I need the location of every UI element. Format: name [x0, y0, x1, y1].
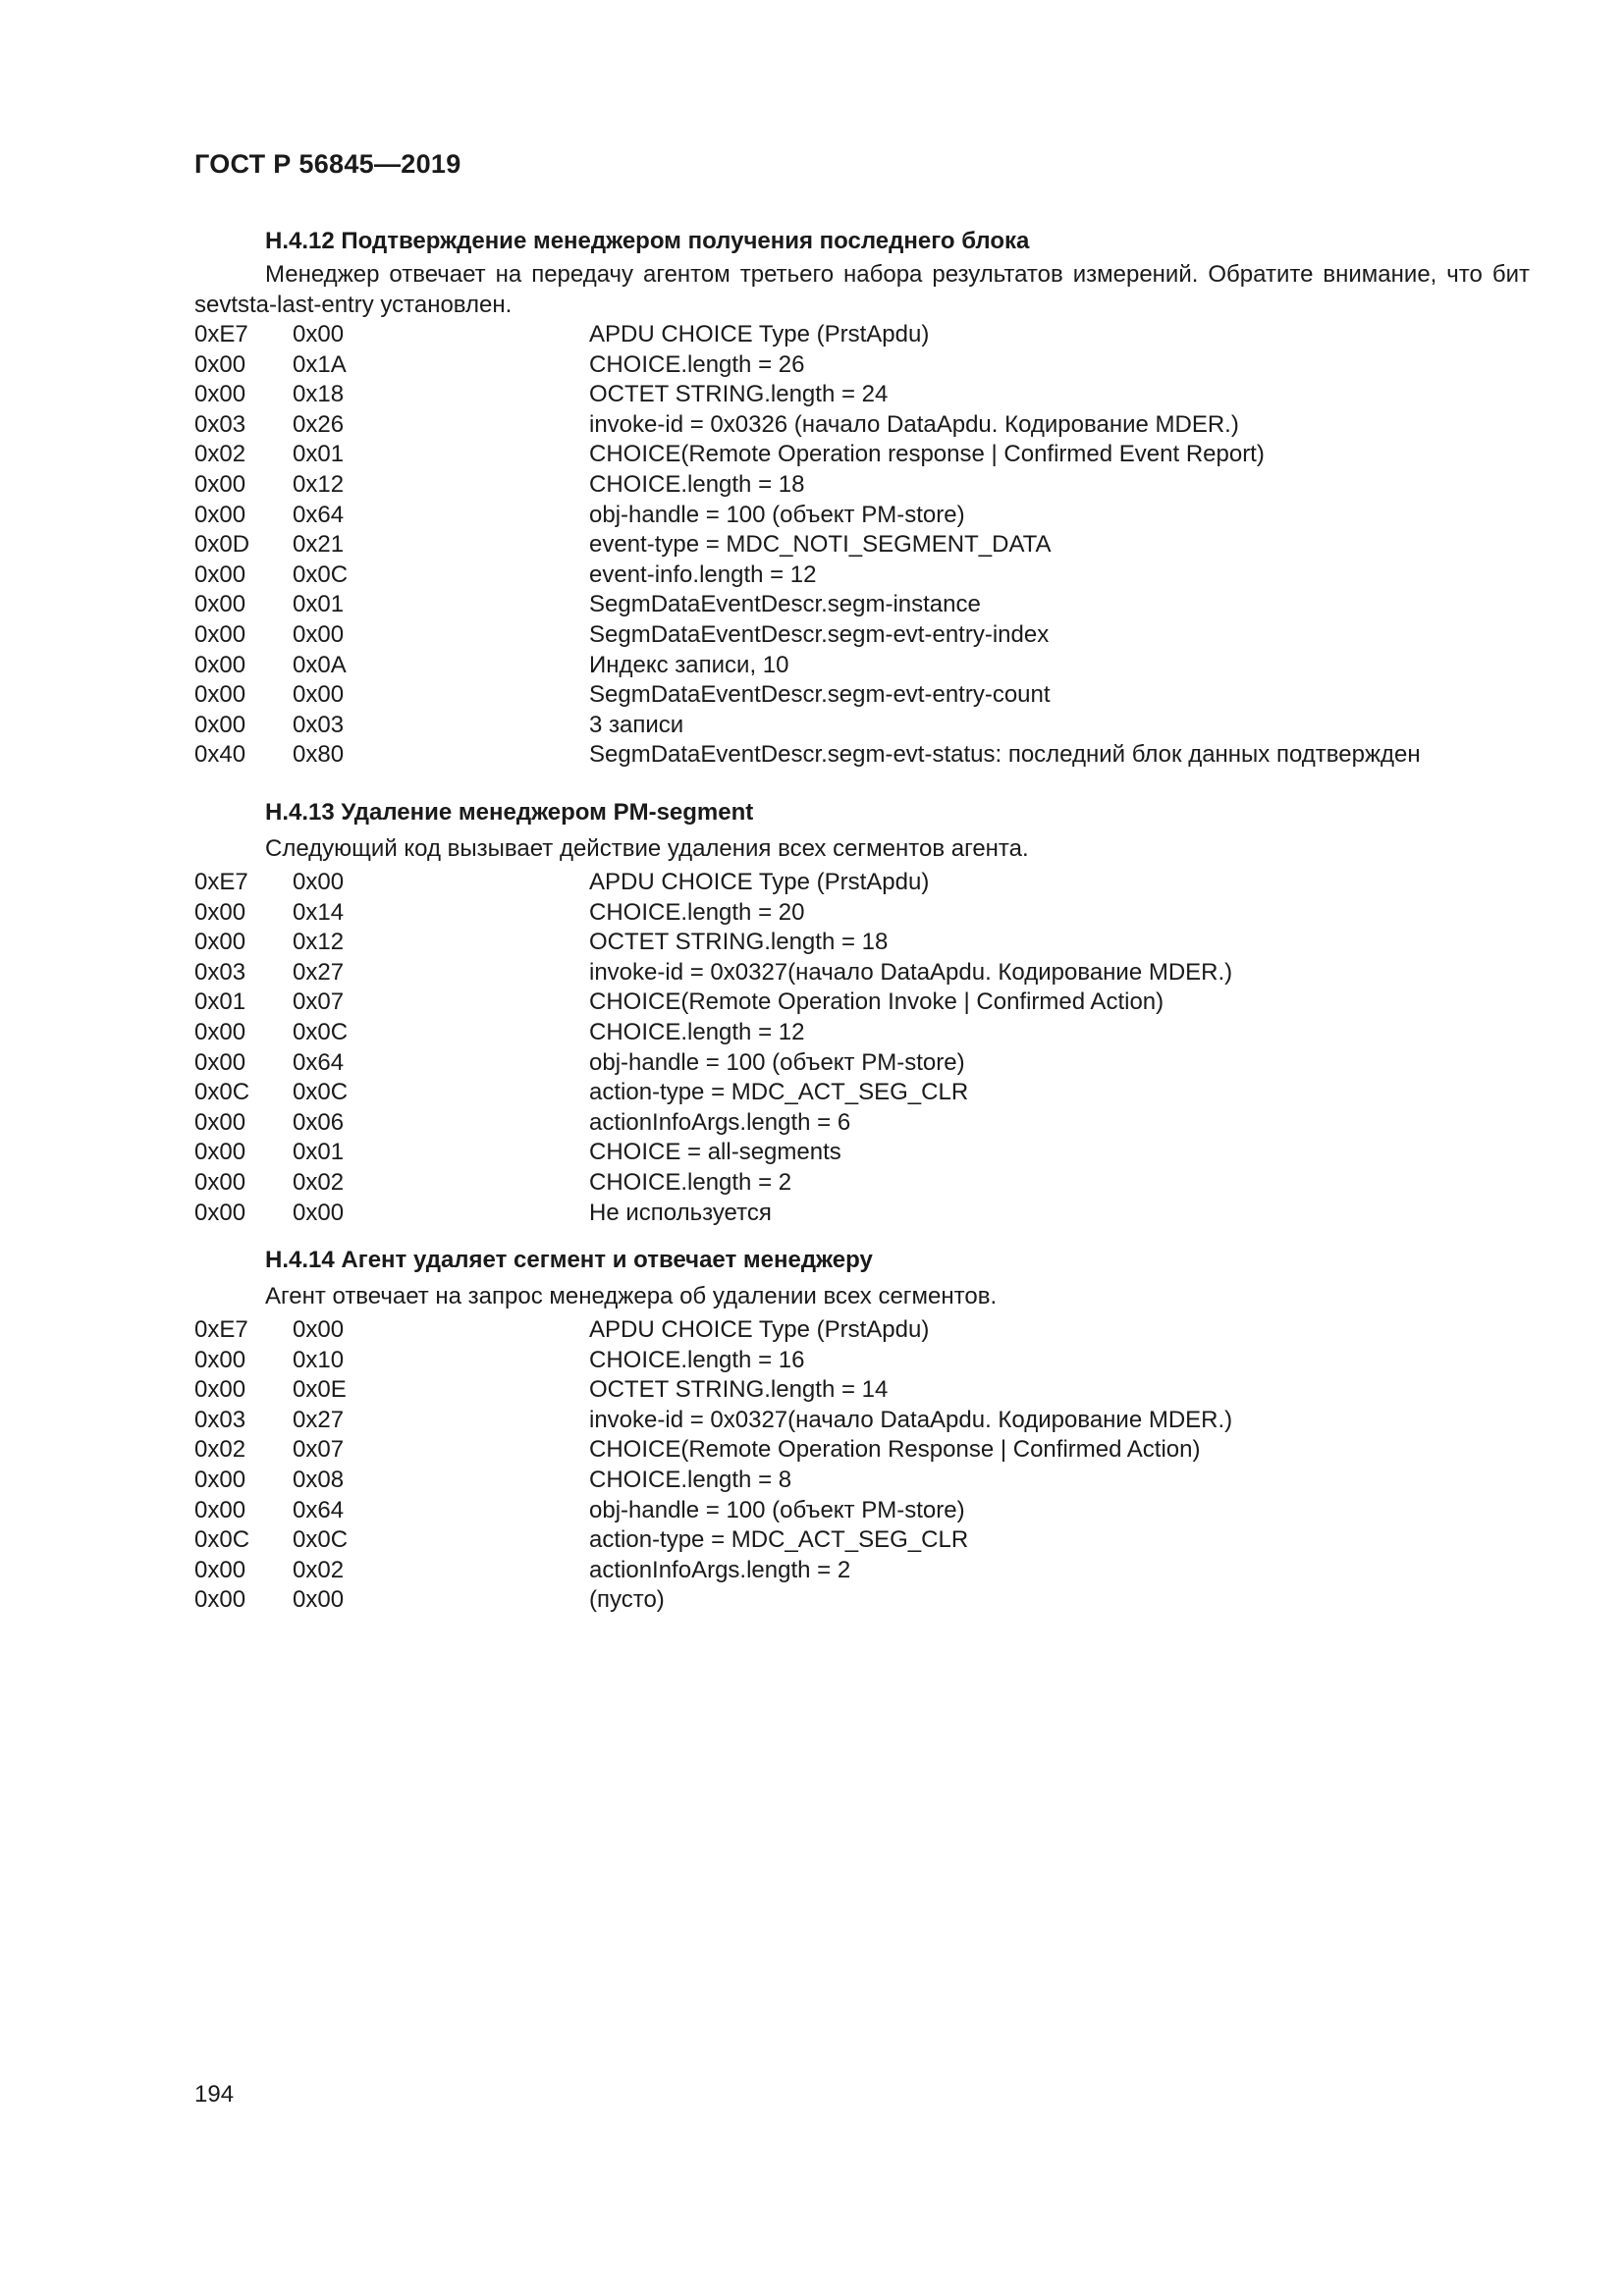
code-row — [194, 868, 1530, 898]
byte-low: 0x00 — [293, 681, 345, 709]
code-row — [194, 1168, 1530, 1199]
field-description: OCTET STRING.length = 18 — [589, 929, 889, 956]
field-description: CHOICE(Remote Operation response | Confirmed Event Report) — [589, 441, 1265, 468]
field-description: obj-handle = 100 (объект PM-store) — [589, 1496, 965, 1523]
byte-low: 0x0C — [293, 1018, 349, 1045]
code-row — [194, 651, 1530, 681]
code-row — [194, 958, 1530, 988]
byte-high: 0x00 — [194, 1496, 246, 1523]
byte-low: 0x12 — [293, 470, 345, 498]
byte-low: 0x0C — [293, 1526, 349, 1554]
byte-low: 0x01 — [293, 441, 345, 468]
field-description: (пусто) — [589, 1586, 665, 1614]
byte-low: 0x14 — [293, 898, 345, 926]
byte-high: 0x00 — [194, 1376, 246, 1404]
byte-low: 0x07 — [293, 1436, 345, 1464]
code-row — [194, 1435, 1530, 1466]
code-row — [194, 530, 1530, 561]
field-description: actionInfoArgs.length = 6 — [589, 1108, 851, 1136]
byte-high: 0x00 — [194, 1556, 246, 1583]
field-description: CHOICE = all-segments — [589, 1139, 841, 1166]
code-row — [194, 440, 1530, 470]
code-row — [194, 1556, 1530, 1586]
code-row — [194, 1466, 1530, 1496]
field-description: CHOICE(Remote Operation Response | Confirmed Action) — [589, 1436, 1201, 1464]
field-description: 3 записи — [589, 711, 684, 738]
byte-low: 0x64 — [293, 501, 345, 528]
byte-low: 0x00 — [293, 1586, 345, 1614]
field-description: obj-handle = 100 (объект PM-store) — [589, 501, 965, 528]
byte-high: 0x00 — [194, 1139, 246, 1166]
byte-low: 0x18 — [293, 381, 345, 408]
byte-high: 0x00 — [194, 620, 246, 648]
byte-high: 0x02 — [194, 1436, 246, 1464]
code-row — [194, 988, 1530, 1018]
code-row — [194, 1199, 1530, 1229]
code-row — [194, 470, 1530, 501]
byte-high: 0x03 — [194, 958, 246, 986]
byte-high: 0x00 — [194, 1168, 246, 1196]
field-description: SegmDataEventDescr.segm-evt-entry-count — [589, 681, 1051, 709]
code-row — [194, 1375, 1530, 1406]
byte-high: 0x00 — [194, 1346, 246, 1373]
byte-low: 0x0C — [293, 561, 349, 588]
byte-high: 0x03 — [194, 410, 246, 438]
field-description: CHOICE.length = 18 — [589, 470, 805, 498]
code-row — [194, 1078, 1530, 1108]
byte-low: 0x0A — [293, 651, 347, 678]
code-listing — [194, 1315, 1530, 1616]
byte-low: 0x12 — [293, 929, 345, 956]
byte-low: 0x1A — [293, 350, 347, 378]
field-description: action-type = MDC_ACT_SEG_CLR — [589, 1526, 969, 1554]
byte-low: 0x08 — [293, 1466, 345, 1493]
byte-low: 0x01 — [293, 1139, 345, 1166]
byte-high: 0x01 — [194, 988, 246, 1016]
field-description: Не используется — [589, 1199, 772, 1226]
byte-low: 0x00 — [293, 620, 345, 648]
code-row — [194, 1525, 1530, 1556]
code-row — [194, 1138, 1530, 1168]
byte-high: 0x00 — [194, 1018, 246, 1045]
byte-low: 0x00 — [293, 1199, 345, 1226]
byte-low: 0x03 — [293, 711, 345, 738]
field-description: invoke-id = 0x0327(начало DataApdu. Кодирование MDER.) — [589, 1406, 1233, 1433]
code-row — [194, 1315, 1530, 1346]
field-description: CHOICE(Remote Operation Invoke | Confirmed Action) — [589, 988, 1164, 1016]
section-h-4-14 — [194, 1243, 1530, 1616]
byte-low: 0x07 — [293, 988, 345, 1016]
field-description: APDU CHOICE Type (PrstApdu) — [589, 869, 930, 895]
section-heading: H.4.12 Подтверждение менеджером получения последнего блока — [265, 228, 1030, 254]
byte-low: 0x26 — [293, 410, 345, 438]
field-description: invoke-id = 0x0326 (начало DataApdu. Кодирование MDER.) — [589, 410, 1239, 438]
code-row — [194, 590, 1530, 620]
field-description: event-info.length = 12 — [589, 561, 817, 588]
field-description: SegmDataEventDescr.segm-evt-entry-index — [589, 620, 1050, 648]
code-row — [194, 1406, 1530, 1436]
code-row — [194, 1346, 1530, 1376]
section-description: Менеджер отвечает на передачу агентом третьего набора результатов измерений. Обратите внимание, что бит sevtsta-last-entry установлен. — [194, 261, 1530, 318]
code-row — [194, 1108, 1530, 1139]
section-h-4-13 — [194, 795, 1530, 1228]
byte-high: 0x00 — [194, 501, 246, 528]
field-description: APDU CHOICE Type (PrstApdu) — [589, 321, 930, 347]
byte-low: 0x27 — [293, 958, 345, 986]
code-row — [194, 898, 1530, 929]
code-row — [194, 350, 1530, 381]
field-description: action-type = MDC_ACT_SEG_CLR — [589, 1079, 969, 1106]
field-description: CHOICE.length = 12 — [589, 1018, 805, 1045]
section-heading: H.4.14 Агент удаляет сегмент и отвечает менеджеру — [265, 1247, 873, 1273]
field-description: CHOICE.length = 8 — [589, 1466, 792, 1493]
code-row — [194, 620, 1530, 651]
field-description: Индекс записи, 10 — [589, 651, 789, 678]
page-number: 194 — [194, 2081, 235, 2108]
byte-high: 0x00 — [194, 898, 246, 926]
section-description: Следующий код вызывает действие удаления всех сегментов агента. — [265, 835, 1029, 862]
byte-high: 0x00 — [194, 591, 246, 618]
field-description: SegmDataEventDescr.segm-instance — [589, 591, 981, 618]
code-row — [194, 320, 1530, 350]
byte-low: 0x21 — [293, 531, 345, 559]
byte-high: 0x00 — [194, 350, 246, 378]
byte-high: 0xE7 — [194, 869, 248, 895]
code-row — [194, 1018, 1530, 1048]
section-h-4-12 — [194, 224, 1530, 771]
byte-high: 0xE7 — [194, 1316, 248, 1343]
byte-high: 0x0D — [194, 531, 250, 559]
byte-low: 0x02 — [293, 1556, 345, 1583]
field-description: SegmDataEventDescr.segm-evt-status: последний блок данных подтвержден — [589, 741, 1421, 769]
code-row — [194, 1496, 1530, 1526]
code-listing — [194, 868, 1530, 1228]
code-row — [194, 711, 1530, 741]
byte-high: 0x00 — [194, 1586, 246, 1614]
byte-low: 0x0E — [293, 1376, 347, 1404]
field-description: APDU CHOICE Type (PrstApdu) — [589, 1316, 930, 1343]
byte-high: 0x00 — [194, 651, 246, 678]
byte-low: 0x02 — [293, 1168, 345, 1196]
section-heading: H.4.13 Удаление менеджером PM-segment — [265, 799, 754, 826]
byte-high: 0x00 — [194, 1048, 246, 1076]
byte-high: 0x00 — [194, 681, 246, 709]
field-description: CHOICE.length = 20 — [589, 898, 805, 926]
byte-low: 0x80 — [293, 741, 345, 769]
byte-low: 0x01 — [293, 591, 345, 618]
code-row — [194, 561, 1530, 591]
code-row — [194, 1585, 1530, 1616]
field-description: event-type = MDC_NOTI_SEGMENT_DATA — [589, 531, 1052, 559]
byte-high: 0x00 — [194, 1199, 246, 1226]
byte-high: 0x00 — [194, 711, 246, 738]
section-description: Агент отвечает на запрос менеджера об удалении всех сегментов. — [265, 1283, 998, 1309]
code-row — [194, 410, 1530, 441]
byte-low: 0x00 — [293, 869, 345, 895]
code-row — [194, 1048, 1530, 1079]
byte-high: 0x40 — [194, 741, 246, 769]
field-description: invoke-id = 0x0327(начало DataApdu. Кодирование MDER.) — [589, 958, 1233, 986]
byte-low: 0x0C — [293, 1079, 349, 1106]
byte-low: 0x10 — [293, 1346, 345, 1373]
byte-low: 0x27 — [293, 1406, 345, 1433]
byte-high: 0x00 — [194, 561, 246, 588]
code-listing — [194, 320, 1530, 771]
code-row — [194, 928, 1530, 958]
byte-high: 0x00 — [194, 929, 246, 956]
byte-high: 0x00 — [194, 381, 246, 408]
field-description: CHOICE.length = 16 — [589, 1346, 805, 1373]
byte-high: 0x0C — [194, 1526, 250, 1554]
byte-high: 0x0C — [194, 1079, 250, 1106]
field-description: OCTET STRING.length = 24 — [589, 381, 889, 408]
byte-low: 0x06 — [293, 1108, 345, 1136]
code-row — [194, 740, 1530, 771]
code-row — [194, 380, 1530, 410]
byte-high: 0x03 — [194, 1406, 246, 1433]
byte-high: 0x02 — [194, 441, 246, 468]
byte-low: 0x00 — [293, 321, 345, 347]
byte-low: 0x00 — [293, 1316, 345, 1343]
byte-low: 0x64 — [293, 1496, 345, 1523]
code-row — [194, 680, 1530, 711]
byte-high: 0x00 — [194, 1466, 246, 1493]
field-description: obj-handle = 100 (объект PM-store) — [589, 1048, 965, 1076]
field-description: CHOICE.length = 26 — [589, 350, 805, 378]
code-row — [194, 501, 1530, 531]
field-description: actionInfoArgs.length = 2 — [589, 1556, 851, 1583]
byte-high: 0x00 — [194, 1108, 246, 1136]
field-description: CHOICE.length = 2 — [589, 1168, 792, 1196]
byte-high: 0xE7 — [194, 321, 248, 347]
byte-high: 0x00 — [194, 470, 246, 498]
byte-low: 0x64 — [293, 1048, 345, 1076]
field-description: OCTET STRING.length = 14 — [589, 1376, 889, 1404]
document-code: ГОСТ Р 56845—2019 — [194, 149, 461, 179]
